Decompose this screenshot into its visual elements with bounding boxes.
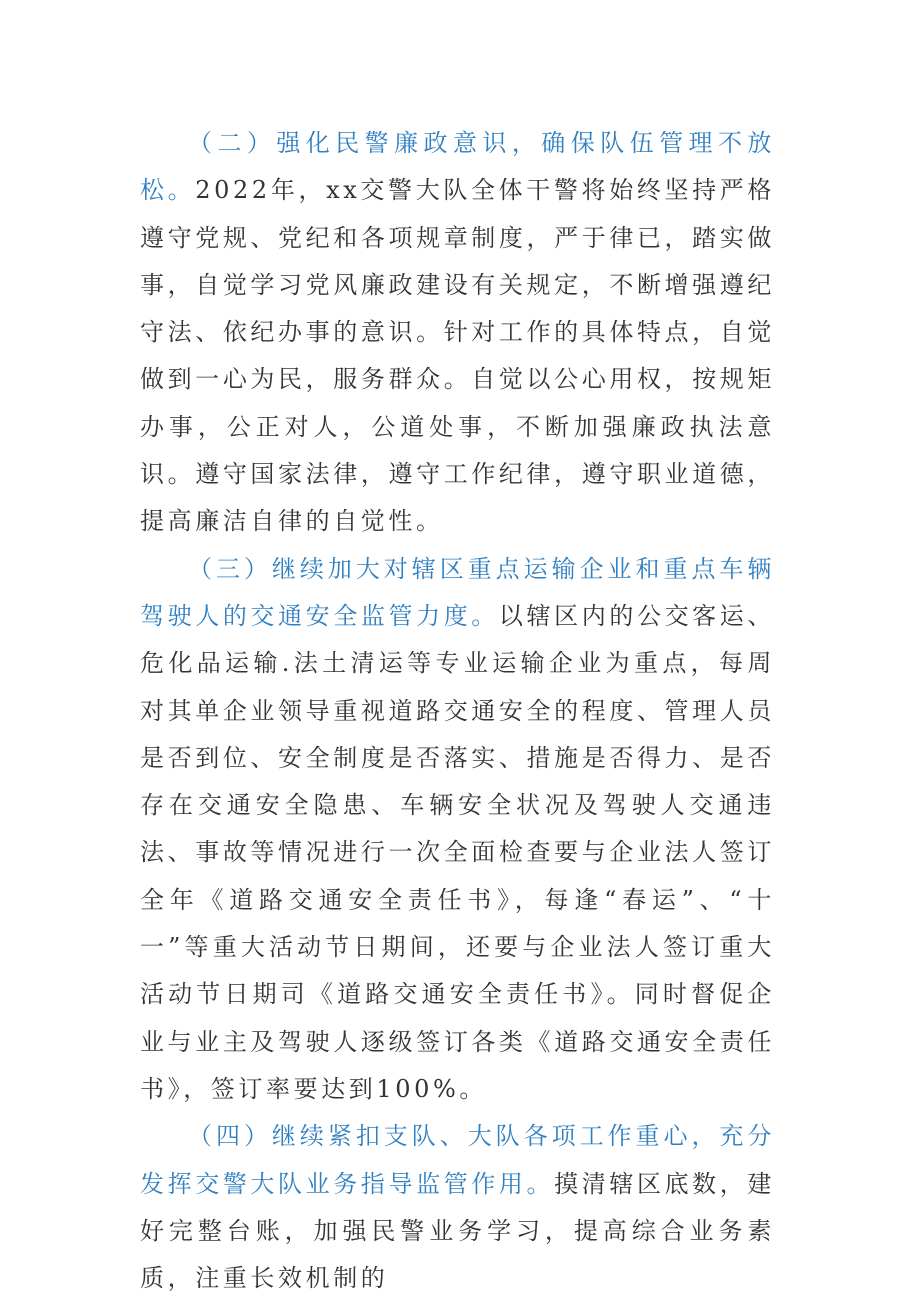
paragraph-3 bbox=[140, 546, 775, 1114]
paragraph-4 bbox=[140, 1113, 775, 1302]
paragraph-2 bbox=[140, 120, 775, 546]
paragraph-text-4: 摸清辖区底数，建好完整台账，加强民警业务学习，提高综合业务素质，注重长效机制的 bbox=[140, 1169, 775, 1293]
document-body bbox=[140, 120, 775, 1302]
paragraph-text-2: 2022年，xx交警大队全体干警将始终坚持严格遵守党规、党纪和各项规章制度，严于律已，踏实做事，自觉学习党风廉政建设有关规定，不断增强遵纪守法、依纪办事的意识。针对工作的具体特点，自觉做到一心为民，服务群众。自觉以公心用权，按规矩办事，公正对人，公道处事，不断加强廉政执法意识。遵守国家法律，遵守工作纪律，遵守职业道德，提高廉洁自律的自觉性。 bbox=[140, 176, 776, 536]
section-heading-4: （四）继续紧扣支队、大队各项工作重心，充分发挥交警大队业务指导监管作用。 bbox=[140, 1122, 775, 1198]
section-heading-2: （二）强化民警廉政意识，确保队伍管理不放松。 bbox=[140, 129, 775, 205]
section-heading-3: （三）继续加大对辖区重点运输企业和重点车辆驾驶人的交通安全监管力度。 bbox=[140, 554, 775, 630]
paragraph-text-3: 以辖区内的公交客运、危化品运输.法土清运等专业运输企业为重点，每周对其单企业领导重视道路交通安全的程度、管理人员是否到位、安全制度是否落实、措施是否得力、是否存在交通安全隐患、车辆安全状况及驾驶人交通违法、事故等情况进行一次全面检查要与企业法人签订全年《道路交通安全责任书》，每逢“春运”、“十一”等重大活动节日期间，还要与企业法人签订重大活动节日期司《道路交通安全责任书》。同时督促企业与业主及驾驶人逐级签订各类《道路交通安全责任书》，签订率要达到100%。 bbox=[140, 601, 775, 1103]
